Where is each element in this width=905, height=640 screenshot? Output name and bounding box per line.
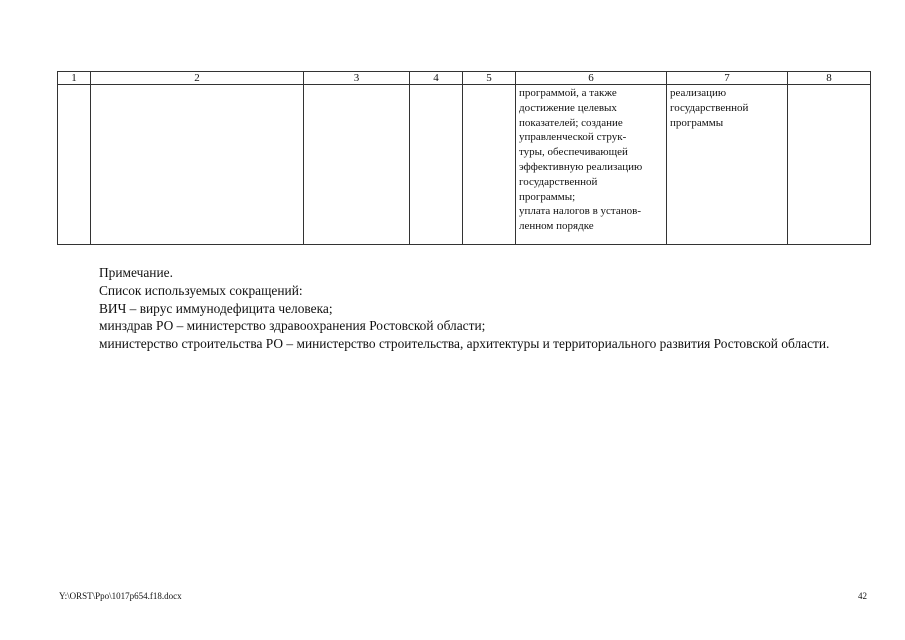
program-table — [57, 71, 871, 245]
notes-section — [59, 264, 869, 353]
column-header-4: 4 — [410, 72, 463, 85]
column-header-8: 8 — [788, 72, 871, 85]
cell-col-2 — [91, 85, 304, 245]
column-header-5: 5 — [463, 72, 516, 85]
column-header-2: 2 — [91, 72, 304, 85]
column-header-3: 3 — [304, 72, 410, 85]
cell-col-3 — [304, 85, 410, 245]
cell-col-7: реализацию государственной программы — [667, 85, 788, 245]
abbreviation-item: ВИЧ – вирус иммунодефицита человека; — [99, 300, 333, 316]
abbreviations-heading: Список используемых сокращений: — [99, 282, 303, 298]
footer-file-path: Y:\ORST\Ppo\1017p654.f18.docx — [59, 591, 182, 601]
table-header-row — [58, 72, 871, 85]
cell-col-1 — [58, 85, 91, 245]
column-header-1: 1 — [58, 72, 91, 85]
abbreviation-item: минздрав РО – министерство здравоохранения Ростовской области; — [99, 318, 486, 334]
cell-col-6: программой, а также достижение целевых показателей; создание управленческой струк- туры, обеспечивающей эффективную реализацию государственной программы; уплата налогов в установ- ленном порядке — [516, 85, 667, 245]
cell-col-5 — [463, 85, 516, 245]
footer-page-number: 42 — [858, 591, 867, 601]
abbreviation-item: министерство строительства РО – министерство строительства, архитектуры и территориального развития Ростовской области. — [99, 336, 830, 352]
cell-col-4 — [410, 85, 463, 245]
table-row — [58, 85, 871, 245]
cell-col-8 — [788, 85, 871, 245]
column-header-7: 7 — [667, 72, 788, 85]
column-header-6: 6 — [516, 72, 667, 85]
notes-title: Примечание. — [99, 265, 173, 280]
